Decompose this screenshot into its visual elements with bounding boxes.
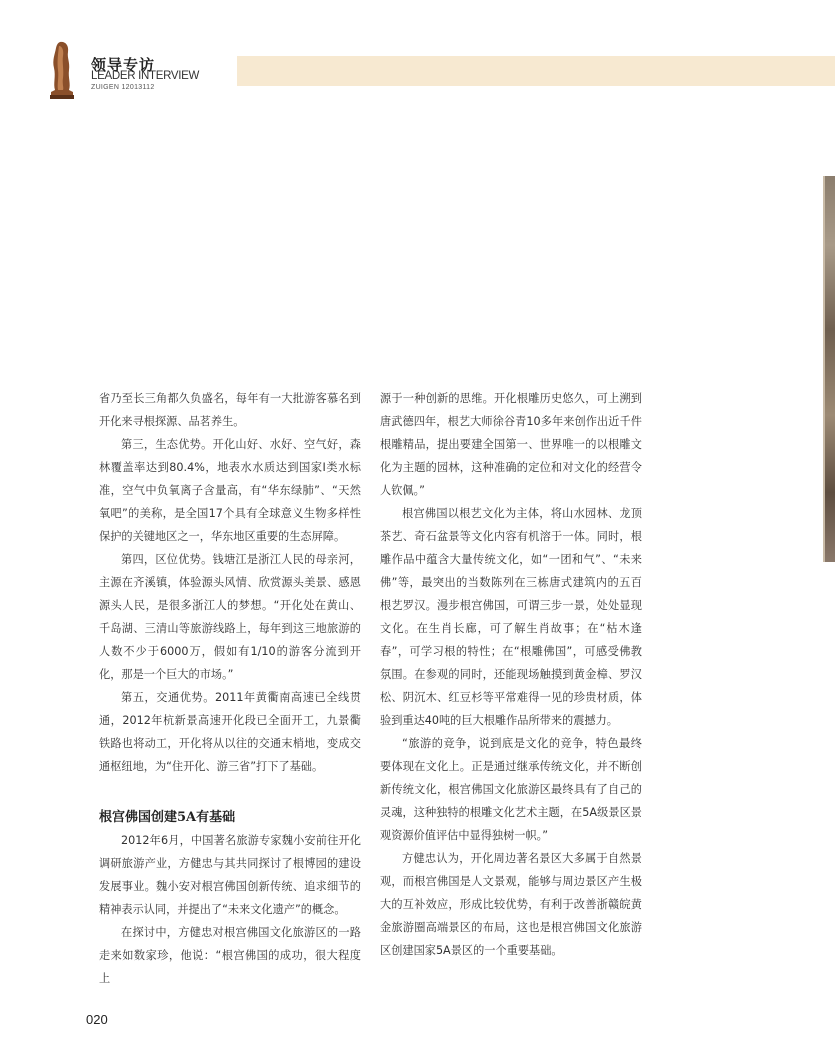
page-number: 020 [86,1012,108,1027]
right-column [380,387,642,962]
issue-label: ZUIGEN 12013112 [91,84,155,91]
section-title-english: LEADER INTERVIEW [91,70,200,82]
paragraph: 第五，交通优势。2011年黄衢南高速已全线贯通，2012年杭新景高速开化段已全面开工，九景衢铁路也将动工，开化将从以往的交通末梢地，变成交通枢纽地，为“住开化、游三省”打下了基础。 [99,691,361,773]
paragraph: 省乃至长三角都久负盛名，每年有一大批游客慕名到开化来寻根探源、品茗养生。 [99,392,361,428]
paragraph: 第三，生态优势。开化山好、水好、空气好，森林覆盖率达到80.4%，地表水水质达到国家Ⅰ类水标准，空气中负氧离子含量高，有“华东绿肺”、“天然氧吧”的美称，是全国17个具有全球意义生物多样性保护的关键地区之一，华东地区重要的生态屏障。 [99,438,361,543]
paragraph: 方健忠认为，开化周边著名景区大多属于自然景观，而根宫佛国是人文景观，能够与周边景区产生极大的互补效应，形成比较优势，有利于改善浙赣皖黄金旅游圈高端景区的布局，这也是根宫佛国文化旅游区创建国家5A景区的一个重要基础。 [380,852,642,957]
header-banner [237,56,835,86]
paragraph: 源于一种创新的思维。开化根雕历史悠久，可上溯到唐武德四年，根艺大师徐谷青10多年来创作出近千件根雕精品，提出要建全国第一、世界唯一的以根雕文化为主题的园林，这种准确的定位和对文化的经营令人钦佩。” [380,392,642,497]
left-column [99,387,361,990]
photo-border [823,176,825,562]
root-sculpture-logo-icon [47,40,77,100]
paragraph: “旅游的竞争，说到底是文化的竞争，特色最终要体现在文化上。正是通过继承传统文化，并不断创新传统文化，根宫佛国文化旅游区最终具有了自己的灵魂，这种独特的根雕文化艺术主题，在5A级景区景观资源价值评估中显得独树一帜。” [380,737,642,842]
subheading: 根宫佛国创建5A有基础 [99,810,236,825]
paragraph: 根宫佛国以根艺文化为主体，将山水园林、龙顶茶艺、奇石盆景等文化内容有机溶于一体。同时，根雕作品中蕴含大量传统文化，如“一团和气”、“未来佛”等，最突出的当数陈列在三栋唐式建筑内的五百根艺罗汉。漫步根宫佛国，可谓三步一景，处处显现文化。在生肖长廊，可了解生肖故事；在“枯木逢春”，可学习根的特性；在“根雕佛国”，可感受佛教氛围。在参观的同时，还能现场触摸到黄金樟、罗汉松、阴沉木、红豆杉等平常难得一见的珍贵材质，体验到重达40吨的巨大根雕作品所带来的震撼力。 [380,507,642,727]
section-title: 领导专访 [91,56,156,74]
paragraph: 2012年6月，中国著名旅游专家魏小安前往开化调研旅游产业，方健忠与其共同探讨了根博园的建设发展事业。魏小安对根宫佛国创新传统、追求细节的精神表示认同，并提出了“未来文化遗产”的概念。 [99,834,361,916]
paragraph: 在探讨中，方健忠对根宫佛国文化旅游区的一路走来如数家珍，他说：“根宫佛国的成功，很大程度上 [99,926,361,985]
paragraph: 第四，区位优势。钱塘江是浙江人民的母亲河，主源在齐溪镇，体验源头风情、欣赏源头美景、感恩源头人民，是很多浙江人的梦想。“开化处在黄山、千岛湖、三清山等旅游线路上，每年到这三地旅游的人数不少于6000万，假如有1/10的游客分流到开化，那是一个巨大的市场。” [99,553,361,681]
